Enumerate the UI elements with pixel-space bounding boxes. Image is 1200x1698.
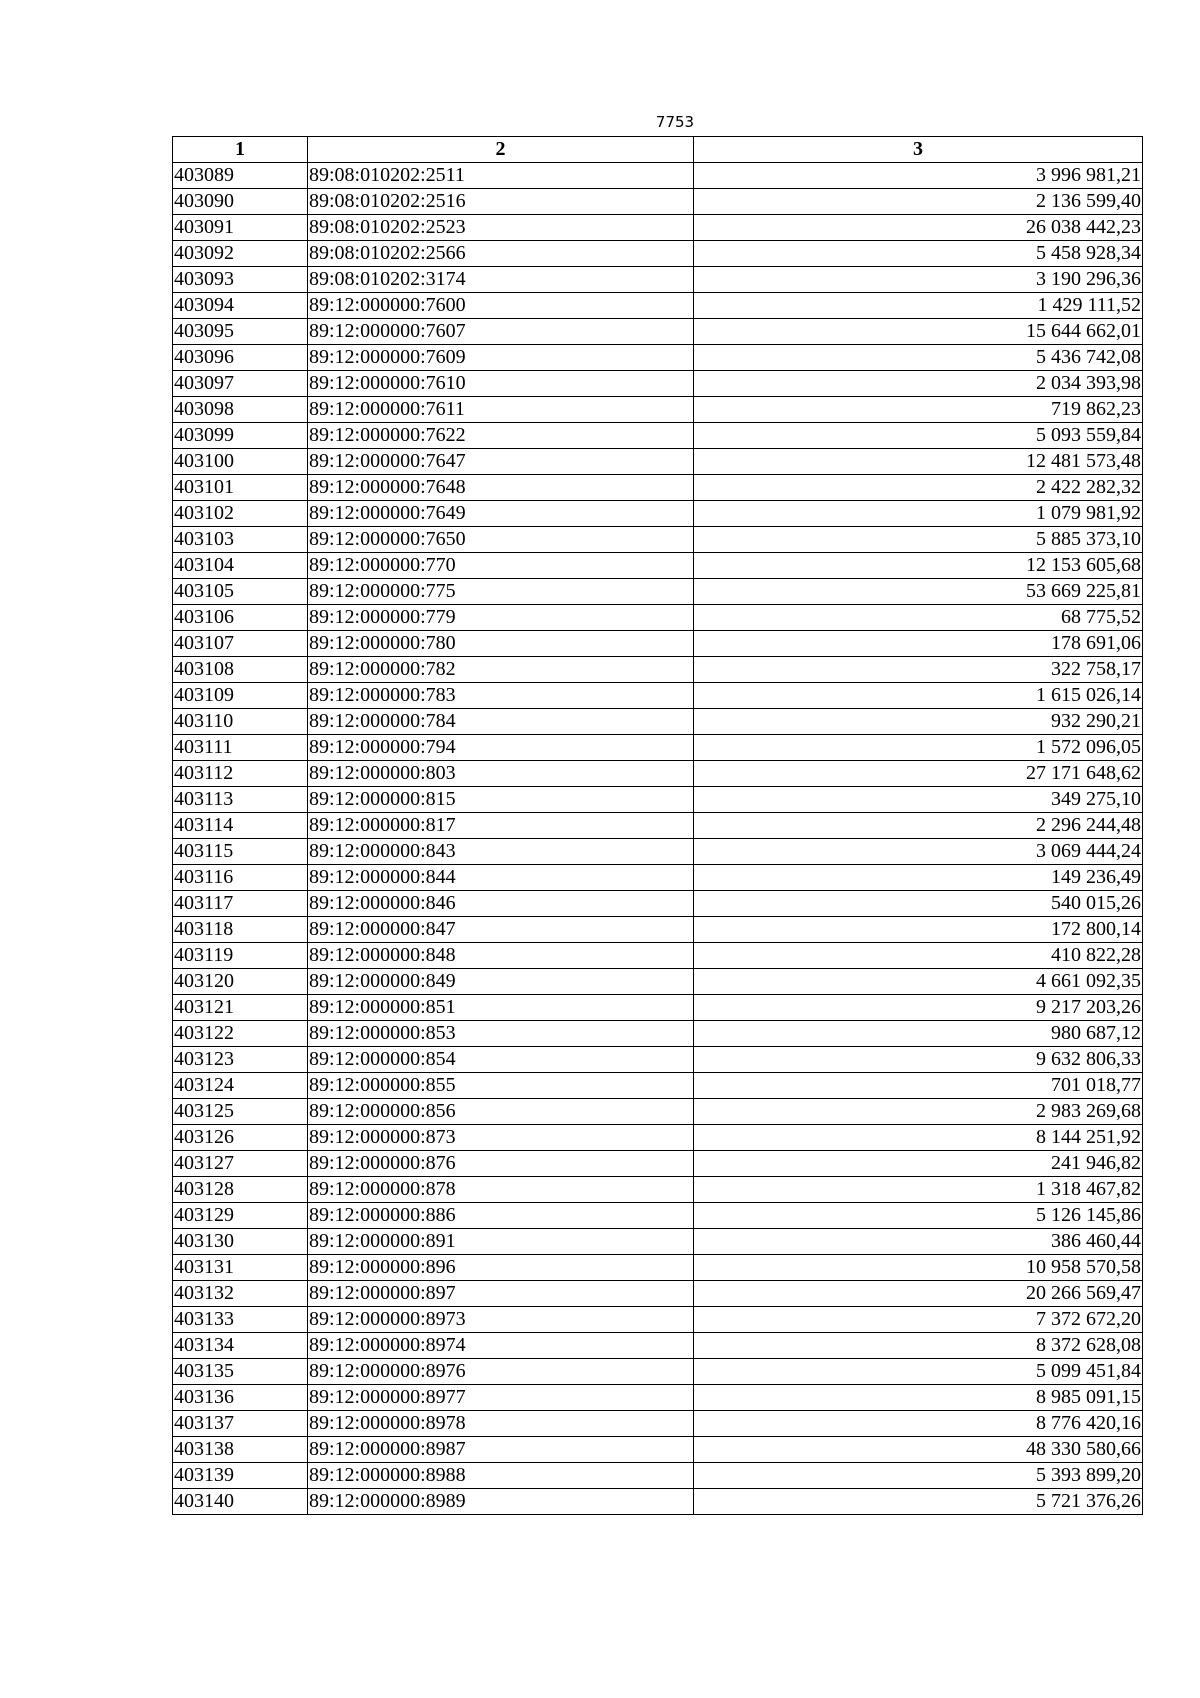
table-row bbox=[173, 865, 1143, 891]
value-cell: 1 318 467,82 bbox=[694, 1177, 1143, 1203]
table-row bbox=[173, 1463, 1143, 1489]
value-cell: 27 171 648,62 bbox=[694, 761, 1143, 787]
row-number-cell: 403134 bbox=[173, 1333, 308, 1359]
cadastral-number-cell: 89:12:000000:783 bbox=[308, 683, 694, 709]
cadastral-number-cell: 89:12:000000:851 bbox=[308, 995, 694, 1021]
value-cell: 719 862,23 bbox=[694, 397, 1143, 423]
value-cell: 12 153 605,68 bbox=[694, 553, 1143, 579]
cadastral-number-cell: 89:12:000000:846 bbox=[308, 891, 694, 917]
cadastral-number-cell: 89:12:000000:8973 bbox=[308, 1307, 694, 1333]
value-cell: 2 296 244,48 bbox=[694, 813, 1143, 839]
cadastral-number-cell: 89:08:010202:2523 bbox=[308, 215, 694, 241]
cadastral-number-cell: 89:12:000000:770 bbox=[308, 553, 694, 579]
row-number-cell: 403102 bbox=[173, 501, 308, 527]
value-cell: 1 572 096,05 bbox=[694, 735, 1143, 761]
row-number-cell: 403098 bbox=[173, 397, 308, 423]
table-row bbox=[173, 449, 1143, 475]
table-row bbox=[173, 839, 1143, 865]
row-number-cell: 403140 bbox=[173, 1489, 308, 1515]
value-cell: 178 691,06 bbox=[694, 631, 1143, 657]
table-row bbox=[173, 631, 1143, 657]
value-cell: 4 661 092,35 bbox=[694, 969, 1143, 995]
row-number-cell: 403103 bbox=[173, 527, 308, 553]
cadastral-number-cell: 89:12:000000:854 bbox=[308, 1047, 694, 1073]
row-number-cell: 403093 bbox=[173, 267, 308, 293]
row-number-cell: 403106 bbox=[173, 605, 308, 631]
table-row bbox=[173, 1099, 1143, 1125]
row-number-cell: 403139 bbox=[173, 1463, 308, 1489]
value-cell: 540 015,26 bbox=[694, 891, 1143, 917]
row-number-cell: 403107 bbox=[173, 631, 308, 657]
value-cell: 5 885 373,10 bbox=[694, 527, 1143, 553]
value-cell: 322 758,17 bbox=[694, 657, 1143, 683]
value-cell: 8 144 251,92 bbox=[694, 1125, 1143, 1151]
value-cell: 9 632 806,33 bbox=[694, 1047, 1143, 1073]
cadastral-number-cell: 89:12:000000:7648 bbox=[308, 475, 694, 501]
row-number-cell: 403095 bbox=[173, 319, 308, 345]
cadastral-number-cell: 89:12:000000:8974 bbox=[308, 1333, 694, 1359]
value-cell: 2 422 282,32 bbox=[694, 475, 1143, 501]
cadastral-number-cell: 89:12:000000:7649 bbox=[308, 501, 694, 527]
cadastral-number-cell: 89:12:000000:784 bbox=[308, 709, 694, 735]
cadastral-number-cell: 89:08:010202:2566 bbox=[308, 241, 694, 267]
value-cell: 241 946,82 bbox=[694, 1151, 1143, 1177]
row-number-cell: 403089 bbox=[173, 163, 308, 189]
cadastral-number-cell: 89:12:000000:779 bbox=[308, 605, 694, 631]
cadastral-number-cell: 89:08:010202:2516 bbox=[308, 189, 694, 215]
row-number-cell: 403121 bbox=[173, 995, 308, 1021]
table-body bbox=[173, 163, 1143, 1515]
table-row bbox=[173, 1281, 1143, 1307]
value-cell: 53 669 225,81 bbox=[694, 579, 1143, 605]
cadastral-number-cell: 89:12:000000:843 bbox=[308, 839, 694, 865]
value-cell: 980 687,12 bbox=[694, 1021, 1143, 1047]
row-number-cell: 403096 bbox=[173, 345, 308, 371]
cadastral-number-cell: 89:12:000000:897 bbox=[308, 1281, 694, 1307]
value-cell: 15 644 662,01 bbox=[694, 319, 1143, 345]
table-header bbox=[173, 137, 1143, 163]
table-row bbox=[173, 501, 1143, 527]
row-number-cell: 403124 bbox=[173, 1073, 308, 1099]
cadastral-number-cell: 89:12:000000:815 bbox=[308, 787, 694, 813]
value-cell: 172 800,14 bbox=[694, 917, 1143, 943]
table-row bbox=[173, 397, 1143, 423]
row-number-cell: 403116 bbox=[173, 865, 308, 891]
table-row bbox=[173, 1255, 1143, 1281]
cadastral-number-cell: 89:12:000000:7609 bbox=[308, 345, 694, 371]
table-row bbox=[173, 1125, 1143, 1151]
table-row bbox=[173, 1307, 1143, 1333]
cadastral-number-cell: 89:12:000000:847 bbox=[308, 917, 694, 943]
value-cell: 410 822,28 bbox=[694, 943, 1143, 969]
column-header-3: 3 bbox=[694, 137, 1143, 163]
row-number-cell: 403133 bbox=[173, 1307, 308, 1333]
cadastral-number-cell: 89:12:000000:896 bbox=[308, 1255, 694, 1281]
table-row bbox=[173, 709, 1143, 735]
table-row bbox=[173, 1177, 1143, 1203]
table-row bbox=[173, 1203, 1143, 1229]
value-cell: 8 776 420,16 bbox=[694, 1411, 1143, 1437]
row-number-cell: 403138 bbox=[173, 1437, 308, 1463]
cadastral-number-cell: 89:12:000000:8989 bbox=[308, 1489, 694, 1515]
row-number-cell: 403135 bbox=[173, 1359, 308, 1385]
table-row bbox=[173, 163, 1143, 189]
row-number-cell: 403115 bbox=[173, 839, 308, 865]
row-number-cell: 403125 bbox=[173, 1099, 308, 1125]
cadastral-number-cell: 89:12:000000:855 bbox=[308, 1073, 694, 1099]
row-number-cell: 403101 bbox=[173, 475, 308, 501]
row-number-cell: 403127 bbox=[173, 1151, 308, 1177]
cadastral-number-cell: 89:12:000000:891 bbox=[308, 1229, 694, 1255]
row-number-cell: 403113 bbox=[173, 787, 308, 813]
table-row bbox=[173, 605, 1143, 631]
row-number-cell: 403109 bbox=[173, 683, 308, 709]
table-row bbox=[173, 891, 1143, 917]
page-number: 7753 bbox=[655, 113, 695, 131]
value-cell: 2 034 393,98 bbox=[694, 371, 1143, 397]
table-row bbox=[173, 943, 1143, 969]
value-cell: 3 069 444,24 bbox=[694, 839, 1143, 865]
row-number-cell: 403100 bbox=[173, 449, 308, 475]
cadastral-number-cell: 89:12:000000:7600 bbox=[308, 293, 694, 319]
row-number-cell: 403123 bbox=[173, 1047, 308, 1073]
table-row bbox=[173, 1411, 1143, 1437]
table-row bbox=[173, 995, 1143, 1021]
value-cell: 10 958 570,58 bbox=[694, 1255, 1143, 1281]
cadastral-number-cell: 89:12:000000:803 bbox=[308, 761, 694, 787]
table-row bbox=[173, 1047, 1143, 1073]
cadastral-number-cell: 89:12:000000:7610 bbox=[308, 371, 694, 397]
row-number-cell: 403131 bbox=[173, 1255, 308, 1281]
cadastral-number-cell: 89:08:010202:3174 bbox=[308, 267, 694, 293]
value-cell: 3 996 981,21 bbox=[694, 163, 1143, 189]
cadastral-number-cell: 89:12:000000:853 bbox=[308, 1021, 694, 1047]
column-header-1: 1 bbox=[173, 137, 308, 163]
value-cell: 9 217 203,26 bbox=[694, 995, 1143, 1021]
cadastral-number-cell: 89:12:000000:7622 bbox=[308, 423, 694, 449]
row-number-cell: 403137 bbox=[173, 1411, 308, 1437]
cadastral-number-cell: 89:12:000000:8977 bbox=[308, 1385, 694, 1411]
row-number-cell: 403112 bbox=[173, 761, 308, 787]
table-row bbox=[173, 1359, 1143, 1385]
cadastral-number-cell: 89:12:000000:8987 bbox=[308, 1437, 694, 1463]
cadastral-number-cell: 89:08:010202:2511 bbox=[308, 163, 694, 189]
value-cell: 48 330 580,66 bbox=[694, 1437, 1143, 1463]
value-cell: 26 038 442,23 bbox=[694, 215, 1143, 241]
value-cell: 5 393 899,20 bbox=[694, 1463, 1143, 1489]
row-number-cell: 403111 bbox=[173, 735, 308, 761]
row-number-cell: 403128 bbox=[173, 1177, 308, 1203]
table-row bbox=[173, 293, 1143, 319]
row-number-cell: 403119 bbox=[173, 943, 308, 969]
table-row bbox=[173, 1489, 1143, 1515]
cadastral-number-cell: 89:12:000000:7650 bbox=[308, 527, 694, 553]
data-table bbox=[172, 136, 1143, 1515]
cadastral-number-cell: 89:12:000000:794 bbox=[308, 735, 694, 761]
value-cell: 386 460,44 bbox=[694, 1229, 1143, 1255]
table-row bbox=[173, 1333, 1143, 1359]
cadastral-number-cell: 89:12:000000:876 bbox=[308, 1151, 694, 1177]
row-number-cell: 403126 bbox=[173, 1125, 308, 1151]
cadastral-number-cell: 89:12:000000:8976 bbox=[308, 1359, 694, 1385]
row-number-cell: 403130 bbox=[173, 1229, 308, 1255]
value-cell: 8 985 091,15 bbox=[694, 1385, 1143, 1411]
cadastral-number-cell: 89:12:000000:817 bbox=[308, 813, 694, 839]
row-number-cell: 403094 bbox=[173, 293, 308, 319]
value-cell: 349 275,10 bbox=[694, 787, 1143, 813]
row-number-cell: 403122 bbox=[173, 1021, 308, 1047]
row-number-cell: 403092 bbox=[173, 241, 308, 267]
table-row bbox=[173, 423, 1143, 449]
value-cell: 1 079 981,92 bbox=[694, 501, 1143, 527]
row-number-cell: 403136 bbox=[173, 1385, 308, 1411]
value-cell: 3 190 296,36 bbox=[694, 267, 1143, 293]
row-number-cell: 403090 bbox=[173, 189, 308, 215]
cadastral-number-cell: 89:12:000000:844 bbox=[308, 865, 694, 891]
row-number-cell: 403132 bbox=[173, 1281, 308, 1307]
value-cell: 2 136 599,40 bbox=[694, 189, 1143, 215]
row-number-cell: 403097 bbox=[173, 371, 308, 397]
row-number-cell: 403110 bbox=[173, 709, 308, 735]
row-number-cell: 403091 bbox=[173, 215, 308, 241]
table-row bbox=[173, 1229, 1143, 1255]
table-row bbox=[173, 1385, 1143, 1411]
value-cell: 8 372 628,08 bbox=[694, 1333, 1143, 1359]
table-row bbox=[173, 241, 1143, 267]
row-number-cell: 403108 bbox=[173, 657, 308, 683]
value-cell: 5 721 376,26 bbox=[694, 1489, 1143, 1515]
value-cell: 68 775,52 bbox=[694, 605, 1143, 631]
cadastral-number-cell: 89:12:000000:7611 bbox=[308, 397, 694, 423]
cadastral-number-cell: 89:12:000000:886 bbox=[308, 1203, 694, 1229]
cadastral-number-cell: 89:12:000000:7607 bbox=[308, 319, 694, 345]
cadastral-number-cell: 89:12:000000:856 bbox=[308, 1099, 694, 1125]
value-cell: 701 018,77 bbox=[694, 1073, 1143, 1099]
value-cell: 932 290,21 bbox=[694, 709, 1143, 735]
header-row bbox=[173, 137, 1143, 163]
table-row bbox=[173, 345, 1143, 371]
table-row bbox=[173, 475, 1143, 501]
table-row bbox=[173, 657, 1143, 683]
cadastral-number-cell: 89:12:000000:849 bbox=[308, 969, 694, 995]
value-cell: 5 458 928,34 bbox=[694, 241, 1143, 267]
cadastral-number-cell: 89:12:000000:8978 bbox=[308, 1411, 694, 1437]
table-row bbox=[173, 813, 1143, 839]
cadastral-number-cell: 89:12:000000:848 bbox=[308, 943, 694, 969]
cadastral-number-cell: 89:12:000000:775 bbox=[308, 579, 694, 605]
table-row bbox=[173, 1437, 1143, 1463]
value-cell: 2 983 269,68 bbox=[694, 1099, 1143, 1125]
table-row bbox=[173, 553, 1143, 579]
row-number-cell: 403114 bbox=[173, 813, 308, 839]
cadastral-number-cell: 89:12:000000:873 bbox=[308, 1125, 694, 1151]
row-number-cell: 403099 bbox=[173, 423, 308, 449]
table-row bbox=[173, 969, 1143, 995]
table-row bbox=[173, 917, 1143, 943]
table-row bbox=[173, 735, 1143, 761]
value-cell: 5 099 451,84 bbox=[694, 1359, 1143, 1385]
table-row bbox=[173, 189, 1143, 215]
row-number-cell: 403104 bbox=[173, 553, 308, 579]
cadastral-number-cell: 89:12:000000:782 bbox=[308, 657, 694, 683]
table-row bbox=[173, 267, 1143, 293]
row-number-cell: 403129 bbox=[173, 1203, 308, 1229]
table-row bbox=[173, 1021, 1143, 1047]
cadastral-number-cell: 89:12:000000:878 bbox=[308, 1177, 694, 1203]
table-row bbox=[173, 579, 1143, 605]
cadastral-number-cell: 89:12:000000:8988 bbox=[308, 1463, 694, 1489]
value-cell: 5 436 742,08 bbox=[694, 345, 1143, 371]
column-header-2: 2 bbox=[308, 137, 694, 163]
table-row bbox=[173, 215, 1143, 241]
cadastral-number-cell: 89:12:000000:780 bbox=[308, 631, 694, 657]
value-cell: 149 236,49 bbox=[694, 865, 1143, 891]
value-cell: 12 481 573,48 bbox=[694, 449, 1143, 475]
value-cell: 5 093 559,84 bbox=[694, 423, 1143, 449]
row-number-cell: 403105 bbox=[173, 579, 308, 605]
table-row bbox=[173, 1073, 1143, 1099]
value-cell: 5 126 145,86 bbox=[694, 1203, 1143, 1229]
table-row bbox=[173, 319, 1143, 345]
table-row bbox=[173, 1151, 1143, 1177]
value-cell: 1 615 026,14 bbox=[694, 683, 1143, 709]
table-row bbox=[173, 683, 1143, 709]
table-row bbox=[173, 527, 1143, 553]
row-number-cell: 403120 bbox=[173, 969, 308, 995]
table-row bbox=[173, 761, 1143, 787]
value-cell: 1 429 111,52 bbox=[694, 293, 1143, 319]
value-cell: 7 372 672,20 bbox=[694, 1307, 1143, 1333]
row-number-cell: 403117 bbox=[173, 891, 308, 917]
table-row bbox=[173, 787, 1143, 813]
table-row bbox=[173, 371, 1143, 397]
row-number-cell: 403118 bbox=[173, 917, 308, 943]
cadastral-number-cell: 89:12:000000:7647 bbox=[308, 449, 694, 475]
value-cell: 20 266 569,47 bbox=[694, 1281, 1143, 1307]
